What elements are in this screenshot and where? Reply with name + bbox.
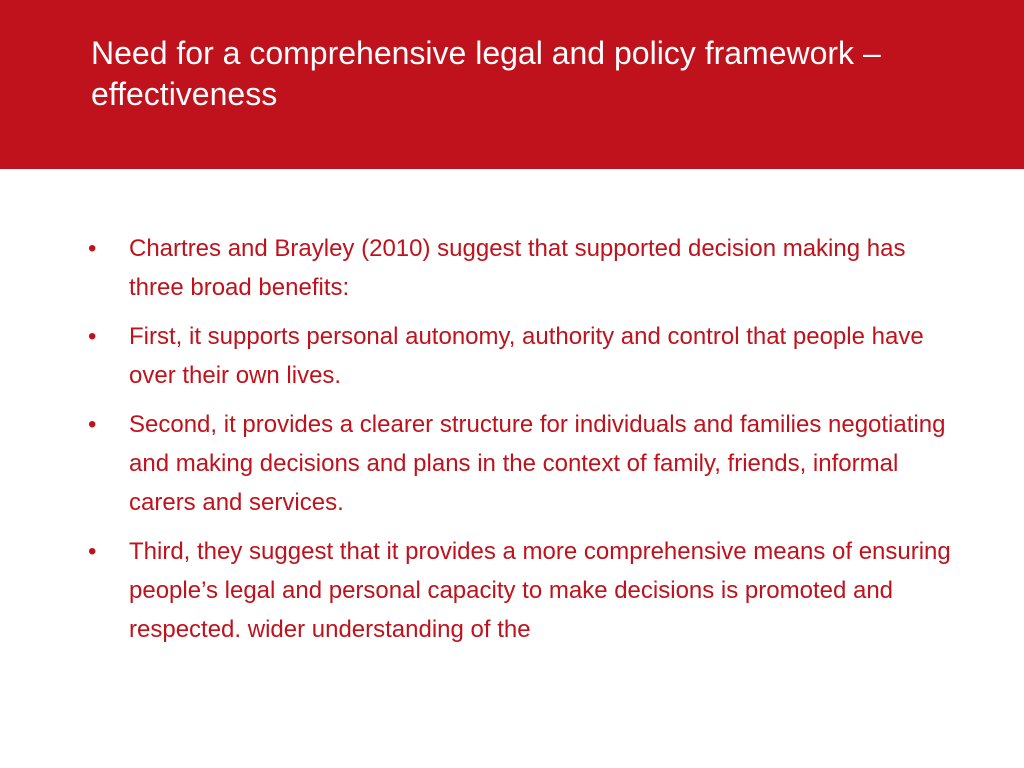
bullet-item-2 xyxy=(88,317,958,395)
bullet-text: Third, they suggest that it provides a more comprehensive means of ensuring people’s legal and personal capacity to make decisions is promoted and respected. wider understanding of the xyxy=(129,538,951,643)
bullet-text: Chartres and Brayley (2010) suggest that supported decision making has three broad benefits: xyxy=(129,235,906,301)
bullet-item-1 xyxy=(88,229,958,307)
bullet-dot-icon: • xyxy=(88,323,97,350)
slide-title: Need for a comprehensive legal and policy framework – effectiveness xyxy=(91,35,881,112)
title-banner xyxy=(0,0,1024,169)
bullet-item-4 xyxy=(88,532,958,649)
bullet-text: Second, it provides a clearer structure for individuals and families negotiating and making decisions and plans in the context of family, friends, informal carers and services. xyxy=(129,411,946,516)
bullet-list xyxy=(88,229,958,659)
bullet-item-3 xyxy=(88,405,958,522)
bullet-dot-icon: • xyxy=(88,411,97,438)
bullet-dot-icon: • xyxy=(88,538,97,565)
bullet-dot-icon: • xyxy=(88,235,97,262)
bullet-text: First, it supports personal autonomy, authority and control that people have over their own lives. xyxy=(129,323,924,389)
